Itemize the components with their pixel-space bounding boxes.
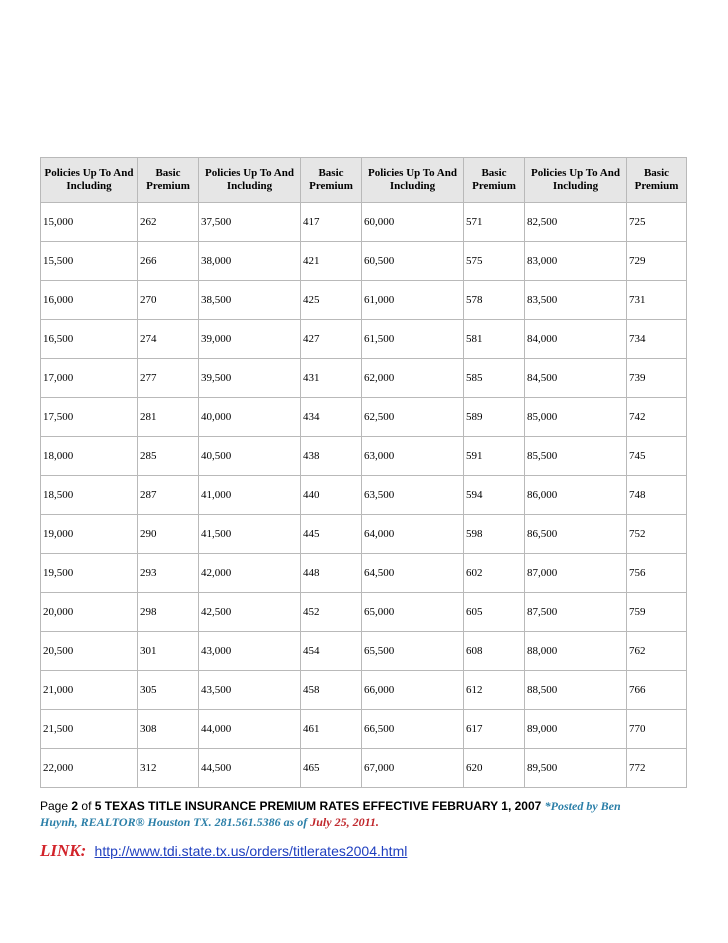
policy-amount-cell: 41,000 (199, 476, 301, 515)
table-row (41, 203, 687, 242)
table-row (41, 632, 687, 671)
basic-premium-cell: 591 (464, 437, 525, 476)
policy-amount-cell: 44,000 (199, 710, 301, 749)
policy-amount-cell: 65,500 (362, 632, 464, 671)
table-row (41, 437, 687, 476)
basic-premium-cell: 431 (301, 359, 362, 398)
basic-premium-cell: 305 (138, 671, 199, 710)
policy-amount-cell: 15,000 (41, 203, 138, 242)
policy-amount-cell: 87,000 (525, 554, 627, 593)
table-row (41, 554, 687, 593)
policy-amount-cell: 60,000 (362, 203, 464, 242)
column-header-basic-premium: Basic Premium (464, 158, 525, 203)
policy-amount-cell: 39,000 (199, 320, 301, 359)
basic-premium-cell: 620 (464, 749, 525, 788)
basic-premium-cell: 290 (138, 515, 199, 554)
policy-amount-cell: 38,000 (199, 242, 301, 281)
source-link[interactable]: http://www.tdi.state.tx.us/orders/titlerates2004.html (94, 843, 408, 859)
policy-amount-cell: 65,000 (362, 593, 464, 632)
column-header-basic-premium: Basic Premium (627, 158, 687, 203)
policy-amount-cell: 42,000 (199, 554, 301, 593)
table-row (41, 593, 687, 632)
policy-amount-cell: 89,000 (525, 710, 627, 749)
policy-amount-cell: 83,000 (525, 242, 627, 281)
basic-premium-cell: 598 (464, 515, 525, 554)
table-row (41, 476, 687, 515)
basic-premium-cell: 589 (464, 398, 525, 437)
basic-premium-cell: 571 (464, 203, 525, 242)
policy-amount-cell: 19,500 (41, 554, 138, 593)
table-row (41, 398, 687, 437)
policy-amount-cell: 17,500 (41, 398, 138, 437)
policy-amount-cell: 20,500 (41, 632, 138, 671)
policy-amount-cell: 21,000 (41, 671, 138, 710)
policy-amount-cell: 67,000 (362, 749, 464, 788)
policy-amount-cell: 82,500 (525, 203, 627, 242)
policy-amount-cell: 64,500 (362, 554, 464, 593)
basic-premium-cell: 427 (301, 320, 362, 359)
basic-premium-cell: 425 (301, 281, 362, 320)
basic-premium-cell: 287 (138, 476, 199, 515)
basic-premium-cell: 748 (627, 476, 687, 515)
basic-premium-cell: 734 (627, 320, 687, 359)
basic-premium-cell: 581 (464, 320, 525, 359)
basic-premium-cell: 454 (301, 632, 362, 671)
policy-amount-cell: 84,000 (525, 320, 627, 359)
column-header-basic-premium: Basic Premium (138, 158, 199, 203)
policy-amount-cell: 38,500 (199, 281, 301, 320)
basic-premium-cell: 293 (138, 554, 199, 593)
column-header-policy-amount: Policies Up To And Including (525, 158, 627, 203)
table-row (41, 515, 687, 554)
basic-premium-cell: 440 (301, 476, 362, 515)
basic-premium-cell: 617 (464, 710, 525, 749)
table-row (41, 242, 687, 281)
basic-premium-cell: 298 (138, 593, 199, 632)
basic-premium-cell: 312 (138, 749, 199, 788)
policy-amount-cell: 61,000 (362, 281, 464, 320)
policy-amount-cell: 87,500 (525, 593, 627, 632)
table-row (41, 671, 687, 710)
table-row (41, 710, 687, 749)
policy-amount-cell: 89,500 (525, 749, 627, 788)
page-number: 2 (71, 799, 79, 813)
policy-amount-cell: 16,500 (41, 320, 138, 359)
basic-premium-cell: 458 (301, 671, 362, 710)
basic-premium-cell: 608 (464, 632, 525, 671)
policy-amount-cell: 37,500 (199, 203, 301, 242)
table-row (41, 281, 687, 320)
basic-premium-cell: 605 (464, 593, 525, 632)
total-pages: 5 (94, 799, 102, 813)
premium-rate-table (40, 157, 687, 788)
basic-premium-cell: 739 (627, 359, 687, 398)
basic-premium-cell: 308 (138, 710, 199, 749)
basic-premium-cell: 752 (627, 515, 687, 554)
posted-by-line (40, 814, 700, 830)
of-word: of (81, 799, 92, 813)
basic-premium-cell: 301 (138, 632, 199, 671)
policy-amount-cell: 18,500 (41, 476, 138, 515)
basic-premium-cell: 438 (301, 437, 362, 476)
policy-amount-cell: 18,000 (41, 437, 138, 476)
basic-premium-cell: 421 (301, 242, 362, 281)
column-header-policy-amount: Policies Up To And Including (362, 158, 464, 203)
policy-amount-cell: 43,000 (199, 632, 301, 671)
policy-amount-cell: 39,500 (199, 359, 301, 398)
policy-amount-cell: 88,000 (525, 632, 627, 671)
link-line (40, 840, 700, 862)
policy-amount-cell: 63,500 (362, 476, 464, 515)
column-header-policy-amount: Policies Up To And Including (41, 158, 138, 203)
table-header-row (41, 158, 687, 203)
basic-premium-cell: 731 (627, 281, 687, 320)
basic-premium-cell: 766 (627, 671, 687, 710)
basic-premium-cell: 602 (464, 554, 525, 593)
policy-amount-cell: 64,000 (362, 515, 464, 554)
policy-amount-cell: 62,000 (362, 359, 464, 398)
policy-amount-cell: 84,500 (525, 359, 627, 398)
policy-amount-cell: 86,000 (525, 476, 627, 515)
policy-amount-cell: 17,000 (41, 359, 138, 398)
table-row (41, 749, 687, 788)
policy-amount-cell: 66,500 (362, 710, 464, 749)
basic-premium-cell: 465 (301, 749, 362, 788)
policy-amount-cell: 60,500 (362, 242, 464, 281)
policy-amount-cell: 21,500 (41, 710, 138, 749)
policy-amount-cell: 20,000 (41, 593, 138, 632)
policy-amount-cell: 15,500 (41, 242, 138, 281)
policy-amount-cell: 85,000 (525, 398, 627, 437)
basic-premium-cell: 285 (138, 437, 199, 476)
basic-premium-cell: 461 (301, 710, 362, 749)
policy-amount-cell: 85,500 (525, 437, 627, 476)
page-footer-line (40, 798, 700, 814)
page-word: Page (40, 799, 69, 813)
basic-premium-cell: 594 (464, 476, 525, 515)
posted-date: July 25, 2011. (310, 815, 379, 829)
document-title: TEXAS TITLE INSURANCE PREMIUM RATES EFFECTIVE FEBRUARY 1, 2007 (104, 799, 542, 813)
basic-premium-cell: 448 (301, 554, 362, 593)
policy-amount-cell: 83,500 (525, 281, 627, 320)
basic-premium-cell: 452 (301, 593, 362, 632)
basic-premium-cell: 729 (627, 242, 687, 281)
policy-amount-cell: 44,500 (199, 749, 301, 788)
basic-premium-cell: 262 (138, 203, 199, 242)
basic-premium-cell: 445 (301, 515, 362, 554)
posted-by-prefix: *Posted by Ben (544, 799, 621, 813)
policy-amount-cell: 61,500 (362, 320, 464, 359)
policy-amount-cell: 40,500 (199, 437, 301, 476)
basic-premium-cell: 745 (627, 437, 687, 476)
basic-premium-cell: 277 (138, 359, 199, 398)
basic-premium-cell: 762 (627, 632, 687, 671)
basic-premium-cell: 725 (627, 203, 687, 242)
policy-amount-cell: 86,500 (525, 515, 627, 554)
basic-premium-cell: 585 (464, 359, 525, 398)
basic-premium-cell: 274 (138, 320, 199, 359)
basic-premium-cell: 772 (627, 749, 687, 788)
policy-amount-cell: 62,500 (362, 398, 464, 437)
policy-amount-cell: 16,000 (41, 281, 138, 320)
link-label: LINK: (40, 841, 87, 860)
basic-premium-cell: 281 (138, 398, 199, 437)
policy-amount-cell: 41,500 (199, 515, 301, 554)
policy-amount-cell: 88,500 (525, 671, 627, 710)
table-body (41, 203, 687, 788)
posted-by-author: Huynh, REALTOR® Houston TX. 281.561.5386 as of (40, 815, 308, 829)
basic-premium-cell: 756 (627, 554, 687, 593)
table-row (41, 359, 687, 398)
basic-premium-cell: 575 (464, 242, 525, 281)
column-header-policy-amount: Policies Up To And Including (199, 158, 301, 203)
basic-premium-cell: 417 (301, 203, 362, 242)
policy-amount-cell: 19,000 (41, 515, 138, 554)
policy-amount-cell: 42,500 (199, 593, 301, 632)
basic-premium-cell: 742 (627, 398, 687, 437)
basic-premium-cell: 612 (464, 671, 525, 710)
basic-premium-cell: 770 (627, 710, 687, 749)
policy-amount-cell: 22,000 (41, 749, 138, 788)
basic-premium-cell: 270 (138, 281, 199, 320)
basic-premium-cell: 578 (464, 281, 525, 320)
table-row (41, 320, 687, 359)
policy-amount-cell: 63,000 (362, 437, 464, 476)
basic-premium-cell: 759 (627, 593, 687, 632)
policy-amount-cell: 40,000 (199, 398, 301, 437)
policy-amount-cell: 43,500 (199, 671, 301, 710)
column-header-basic-premium: Basic Premium (301, 158, 362, 203)
policy-amount-cell: 66,000 (362, 671, 464, 710)
basic-premium-cell: 266 (138, 242, 199, 281)
basic-premium-cell: 434 (301, 398, 362, 437)
